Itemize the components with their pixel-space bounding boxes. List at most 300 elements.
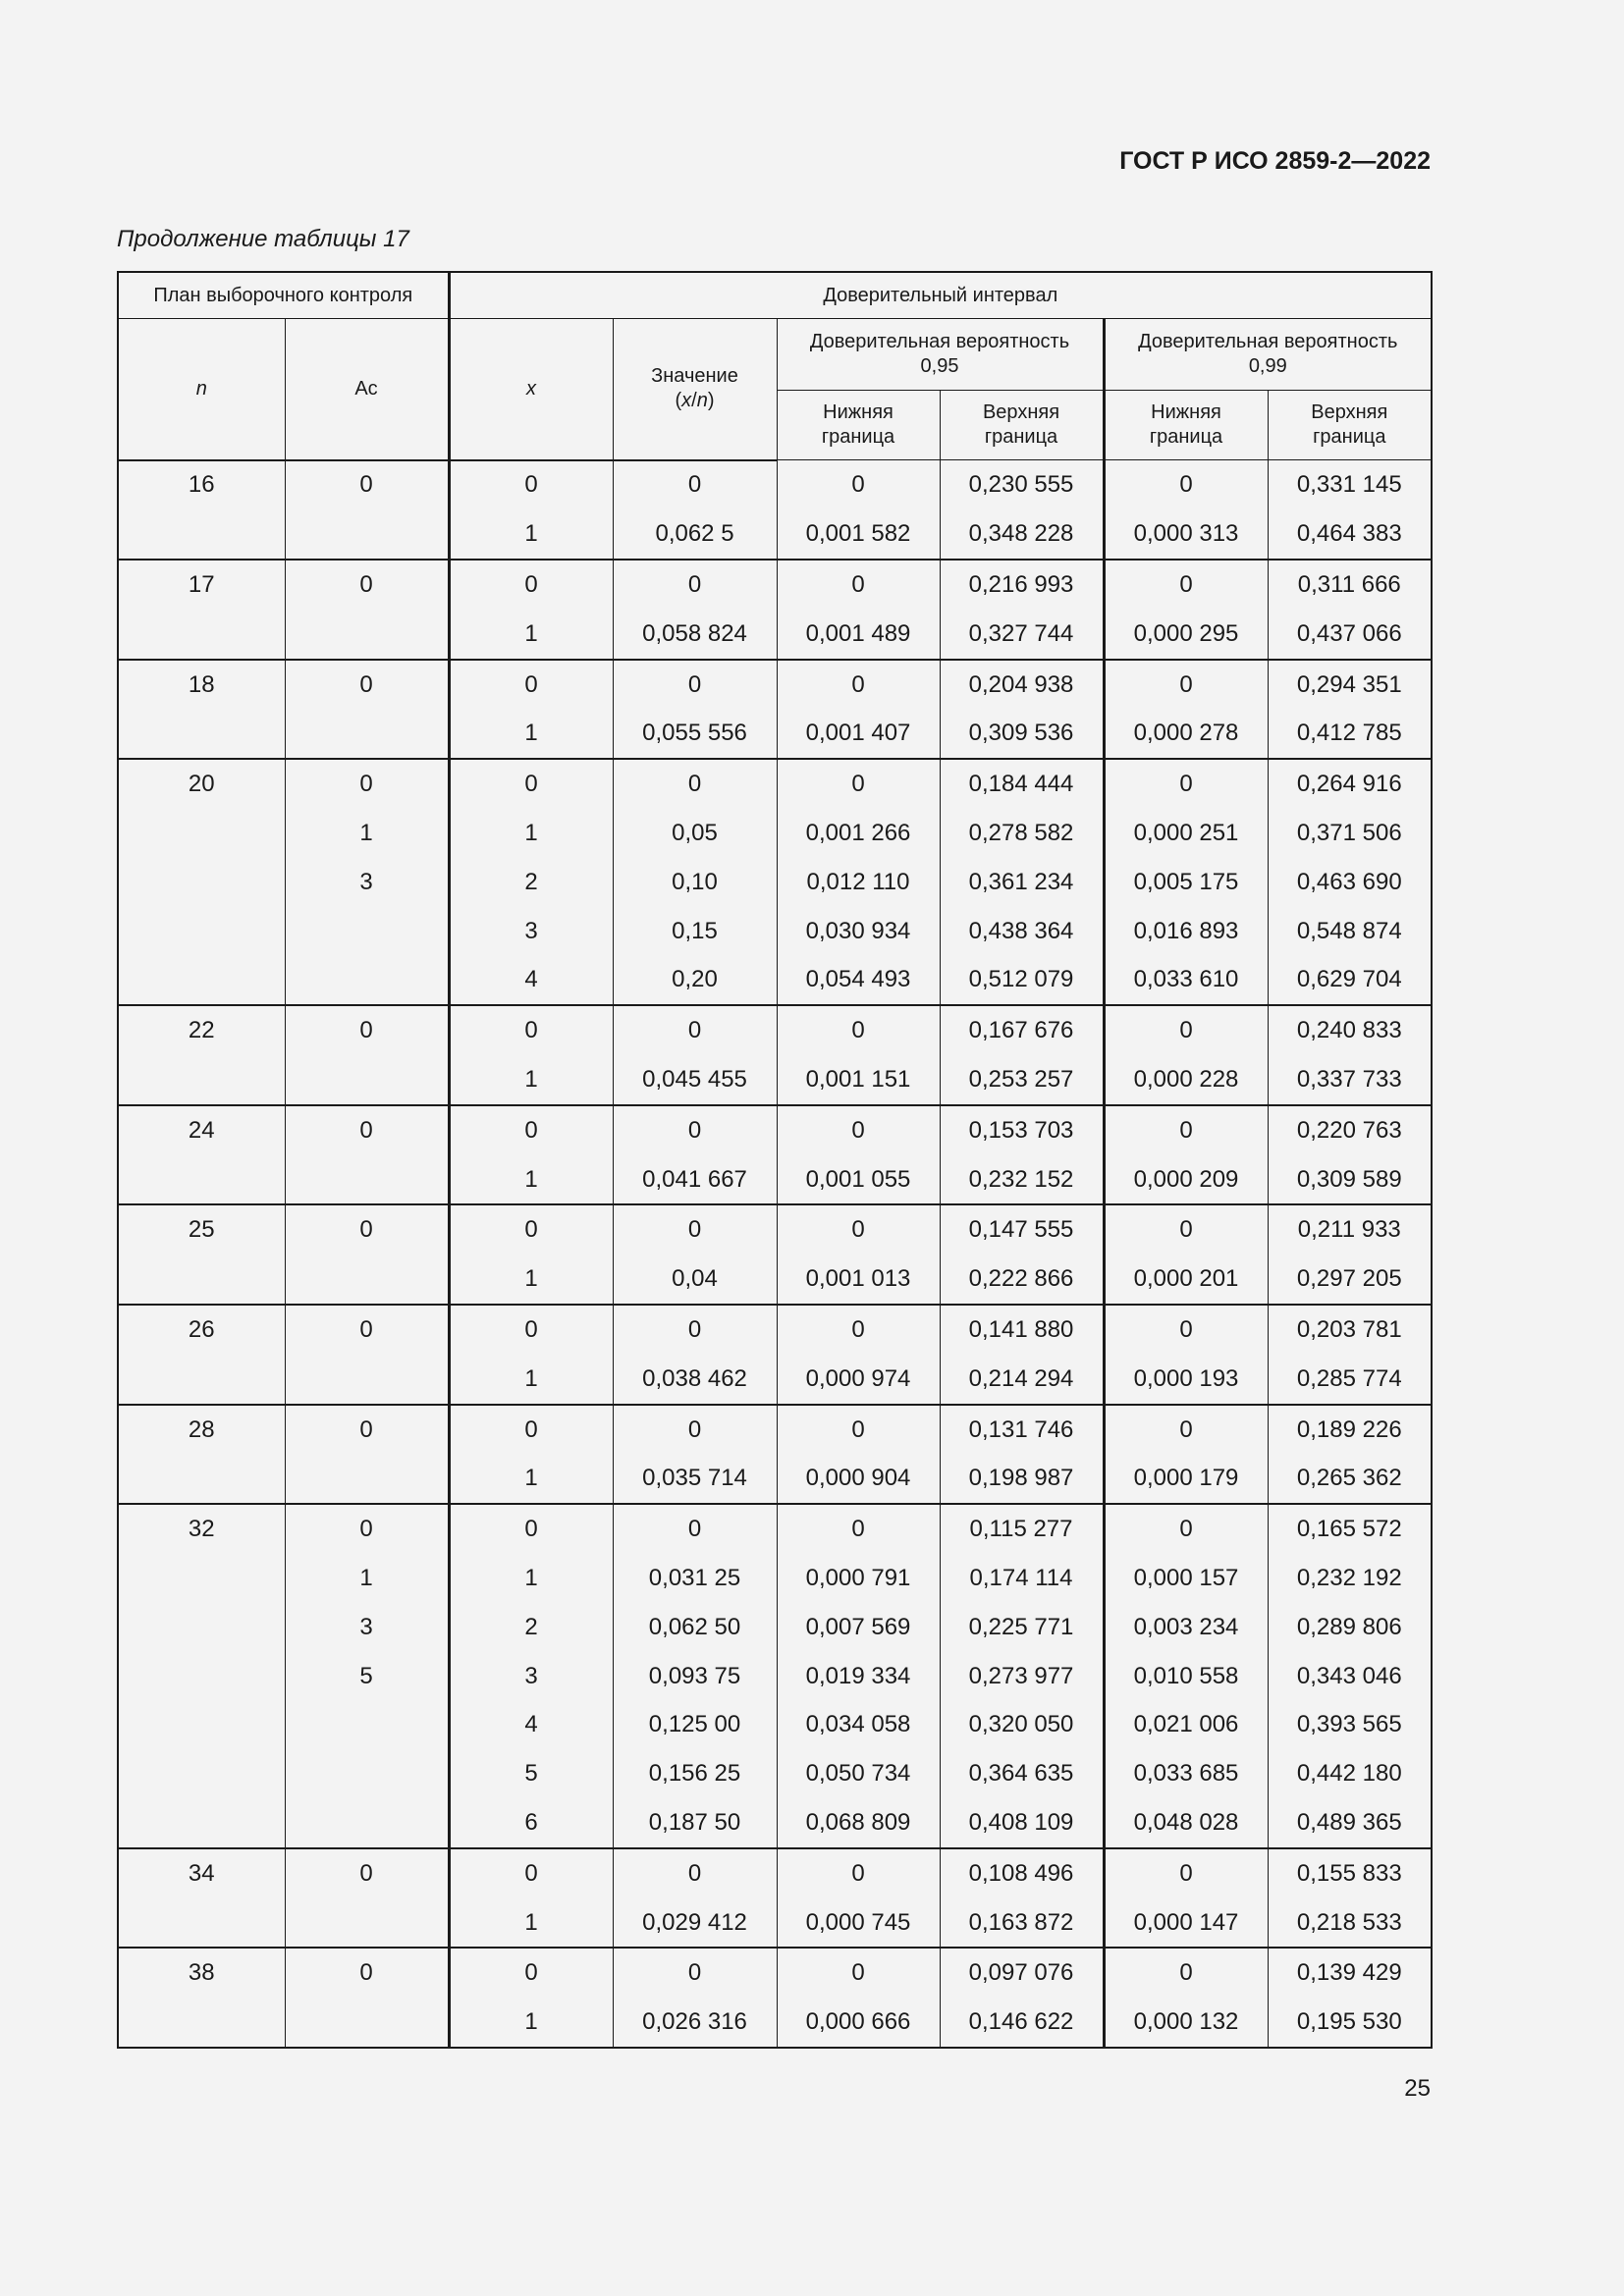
table-cell (285, 610, 449, 660)
table-cell: 0,294 351 (1268, 660, 1432, 710)
table-cell: 0,000 201 (1104, 1255, 1268, 1305)
table-cell: 0 (777, 1305, 940, 1355)
table-cell: 0 (449, 660, 613, 710)
table-cell: 4 (449, 955, 613, 1005)
table-cell: 0 (613, 1105, 777, 1155)
table-cell: 0 (1104, 1948, 1268, 1998)
table-cell: 0,000 147 (1104, 1898, 1268, 1949)
table-cell: 0,000 278 (1104, 709, 1268, 759)
table-cell (285, 1898, 449, 1949)
table-cell: 0,232 192 (1268, 1554, 1432, 1603)
table-cell: 3 (285, 858, 449, 907)
table-cell: 0,062 50 (613, 1603, 777, 1652)
table-cell: 0 (777, 1204, 940, 1255)
table-cell: 0 (1104, 660, 1268, 710)
table-cell: 0 (449, 1305, 613, 1355)
table-cell (285, 955, 449, 1005)
table-cell (118, 1554, 285, 1603)
table-cell: 3 (449, 907, 613, 956)
table-cell (118, 1652, 285, 1701)
table-cell (285, 1055, 449, 1105)
table-cell: 0,198 987 (940, 1454, 1104, 1504)
table-row (118, 610, 1432, 660)
table-row (118, 460, 1432, 510)
table-cell: 0 (285, 1405, 449, 1455)
header-x: x (449, 319, 613, 460)
table-cell: 24 (118, 1105, 285, 1155)
table-cell: 0,167 676 (940, 1005, 1104, 1055)
table-cell: 0,005 175 (1104, 858, 1268, 907)
table-cell: 0 (285, 1948, 449, 1998)
table-cell (118, 1355, 285, 1405)
table-row (118, 1749, 1432, 1798)
table-cell: 1 (449, 509, 613, 560)
table-cell: 0 (613, 1948, 777, 1998)
table-cell: 0 (449, 1204, 613, 1255)
table-cell (285, 509, 449, 560)
table-cell: 0 (1104, 1105, 1268, 1155)
table-cell: 0,000 745 (777, 1898, 940, 1949)
table-cell: 0,000 313 (1104, 509, 1268, 560)
table-cell: 0,278 582 (940, 809, 1104, 858)
table-cell: 0,195 530 (1268, 1998, 1432, 2048)
table-cell: 0,348 228 (940, 509, 1104, 560)
table-cell: 0 (285, 660, 449, 710)
table-cell: 0,030 934 (777, 907, 940, 956)
table-cell: 1 (285, 809, 449, 858)
table-cell: 0,156 25 (613, 1749, 777, 1798)
table-cell: 0,038 462 (613, 1355, 777, 1405)
table-cell: 0,045 455 (613, 1055, 777, 1105)
table-cell (118, 1255, 285, 1305)
table-cell (285, 709, 449, 759)
table-row (118, 1554, 1432, 1603)
table-cell (285, 1749, 449, 1798)
table-cell: 38 (118, 1948, 285, 1998)
table-cell: 16 (118, 460, 285, 510)
table-cell: 0,093 75 (613, 1652, 777, 1701)
table-row (118, 1055, 1432, 1105)
table-cell: 0,058 824 (613, 610, 777, 660)
table-cell: 0,041 667 (613, 1155, 777, 1205)
table-cell: 22 (118, 1005, 285, 1055)
table-cell: 0,012 110 (777, 858, 940, 907)
table-cell: 0,464 383 (1268, 509, 1432, 560)
table-cell: 0 (777, 1848, 940, 1898)
table-cell: 0,20 (613, 955, 777, 1005)
table-cell: 0,05 (613, 809, 777, 858)
header-probability-95: Доверительная вероятность 0,95 (777, 319, 1104, 391)
table-row (118, 1305, 1432, 1355)
table-row (118, 509, 1432, 560)
table-cell: 0 (449, 560, 613, 610)
table-cell (118, 509, 285, 560)
table-cell: 0,153 703 (940, 1105, 1104, 1155)
table-cell: 1 (449, 1255, 613, 1305)
table-cell: 0,108 496 (940, 1848, 1104, 1898)
table-cell: 0,232 152 (940, 1155, 1104, 1205)
table-cell: 6 (449, 1798, 613, 1848)
header-n: n (118, 319, 285, 460)
table-cell: 0,026 316 (613, 1998, 777, 2048)
table-cell: 0,054 493 (777, 955, 940, 1005)
table-row (118, 1355, 1432, 1405)
table-row (118, 1700, 1432, 1749)
table-cell: 0 (449, 460, 613, 510)
table-row (118, 1848, 1432, 1898)
table-cell: 0 (613, 460, 777, 510)
table-cell (118, 1454, 285, 1504)
table-cell: 0,131 746 (940, 1405, 1104, 1455)
header-sampling-plan: План выборочного контроля (118, 272, 449, 319)
table-cell: 0 (777, 660, 940, 710)
table-cell: 5 (449, 1749, 613, 1798)
table-cell: 0,033 610 (1104, 955, 1268, 1005)
table-cell: 0,034 058 (777, 1700, 940, 1749)
table-cell: 0,285 774 (1268, 1355, 1432, 1405)
header-upper-95: Верхняя граница (940, 391, 1104, 460)
table-cell: 0,331 145 (1268, 460, 1432, 510)
table-cell: 0,147 555 (940, 1204, 1104, 1255)
table-cell: 1 (449, 1355, 613, 1405)
table-row (118, 1998, 1432, 2048)
table-cell: 18 (118, 660, 285, 710)
table-cell: 0,139 429 (1268, 1948, 1432, 1998)
table-cell: 26 (118, 1305, 285, 1355)
table-cell: 0,214 294 (940, 1355, 1104, 1405)
header-lower-95: Нижняя граница (777, 391, 940, 460)
header-confidence-interval: Доверительный интервал (449, 272, 1432, 319)
table-cell: 0,000 251 (1104, 809, 1268, 858)
header-ac: Ac (285, 319, 449, 460)
table-cell: 0,289 806 (1268, 1603, 1432, 1652)
table-cell (285, 1355, 449, 1405)
table-cell: 0,000 209 (1104, 1155, 1268, 1205)
table-cell: 0 (285, 1305, 449, 1355)
table-cell: 0 (1104, 1504, 1268, 1554)
table-cell: 0,029 412 (613, 1898, 777, 1949)
table-cell: 0,000 179 (1104, 1454, 1268, 1504)
table-row (118, 759, 1432, 809)
table-cell: 0,115 277 (940, 1504, 1104, 1554)
table-cell: 0 (777, 1948, 940, 1998)
table-cell: 0,371 506 (1268, 809, 1432, 858)
table-cell: 34 (118, 1848, 285, 1898)
table-cell: 0,187 50 (613, 1798, 777, 1848)
table-cell: 1 (449, 1454, 613, 1504)
table-cell: 0 (449, 1848, 613, 1898)
table-cell: 0,629 704 (1268, 955, 1432, 1005)
table-row (118, 660, 1432, 710)
header-value-label: Значение (651, 365, 738, 388)
table-cell: 0,297 205 (1268, 1255, 1432, 1305)
table-cell: 0 (285, 1005, 449, 1055)
table-cell: 0 (1104, 1204, 1268, 1255)
table-cell: 0,393 565 (1268, 1700, 1432, 1749)
table-cell: 0,442 180 (1268, 1749, 1432, 1798)
table-cell: 0 (613, 660, 777, 710)
table-cell (118, 1055, 285, 1105)
table-cell: 1 (449, 1554, 613, 1603)
table-cell: 0,253 257 (940, 1055, 1104, 1105)
table-cell: 0 (285, 1204, 449, 1255)
table-cell: 0 (613, 1005, 777, 1055)
table-row (118, 955, 1432, 1005)
table-cell: 0,000 904 (777, 1454, 940, 1504)
table-cell: 1 (449, 1998, 613, 2048)
table-cell (118, 907, 285, 956)
table-cell: 0,000 228 (1104, 1055, 1268, 1105)
table-cell (285, 907, 449, 956)
table-cell: 0,343 046 (1268, 1652, 1432, 1701)
table-cell: 0,019 334 (777, 1652, 940, 1701)
table-caption: Продолжение таблицы 17 (117, 226, 409, 252)
table-cell: 0,174 114 (940, 1554, 1104, 1603)
table-cell: 0,225 771 (940, 1603, 1104, 1652)
table-cell: 0,218 533 (1268, 1898, 1432, 1949)
table-cell: 1 (449, 809, 613, 858)
table-cell (118, 1898, 285, 1949)
table-cell: 3 (285, 1603, 449, 1652)
table-cell: 0 (1104, 1305, 1268, 1355)
table-cell: 0,003 234 (1104, 1603, 1268, 1652)
table-cell: 0,184 444 (940, 759, 1104, 809)
table-cell: 1 (449, 1898, 613, 1949)
table-cell: 0,000 791 (777, 1554, 940, 1603)
table-cell (118, 858, 285, 907)
table-cell: 0,309 589 (1268, 1155, 1432, 1205)
table-cell (118, 1798, 285, 1848)
table-cell: 17 (118, 560, 285, 610)
table-cell: 0,000 666 (777, 1998, 940, 2048)
table-row (118, 1603, 1432, 1652)
table-cell: 0,489 365 (1268, 1798, 1432, 1848)
table-cell (118, 955, 285, 1005)
header-lower-99: Нижняя граница (1104, 391, 1268, 460)
table-cell (118, 1700, 285, 1749)
table-row (118, 1105, 1432, 1155)
table-cell (285, 1155, 449, 1205)
table-row (118, 560, 1432, 610)
table-cell: 0 (449, 1504, 613, 1554)
table-row (118, 1948, 1432, 1998)
table-row (118, 1798, 1432, 1848)
table-cell: 32 (118, 1504, 285, 1554)
table-cell: 1 (449, 1155, 613, 1205)
table-cell: 0,001 407 (777, 709, 940, 759)
table-cell: 0,220 763 (1268, 1105, 1432, 1155)
table-cell: 0,240 833 (1268, 1005, 1432, 1055)
table-cell: 2 (449, 1603, 613, 1652)
table-cell: 0,048 028 (1104, 1798, 1268, 1848)
table-cell: 0,412 785 (1268, 709, 1432, 759)
table-cell (285, 1700, 449, 1749)
table-cell: 0,000 295 (1104, 610, 1268, 660)
table-row (118, 858, 1432, 907)
table-cell: 0 (449, 1405, 613, 1455)
table-cell: 0,000 193 (1104, 1355, 1268, 1405)
table-cell: 0,001 582 (777, 509, 940, 560)
table-cell: 0,311 666 (1268, 560, 1432, 610)
table-cell: 0,273 977 (940, 1652, 1104, 1701)
table-cell: 0 (285, 1504, 449, 1554)
table-row (118, 709, 1432, 759)
table-row (118, 1898, 1432, 1949)
table-cell: 0,033 685 (1104, 1749, 1268, 1798)
table-cell: 0,165 572 (1268, 1504, 1432, 1554)
table-cell: 0,001 013 (777, 1255, 940, 1305)
table-cell: 0 (285, 560, 449, 610)
table-cell: 3 (449, 1652, 613, 1701)
table-cell: 0 (1104, 1005, 1268, 1055)
table-cell: 0,016 893 (1104, 907, 1268, 956)
table-cell (118, 709, 285, 759)
table-cell: 0 (777, 1405, 940, 1455)
table-cell: 0,097 076 (940, 1948, 1104, 1998)
table-cell: 0,050 734 (777, 1749, 940, 1798)
table-cell: 0,021 006 (1104, 1700, 1268, 1749)
table-cell: 0,010 558 (1104, 1652, 1268, 1701)
table-cell: 28 (118, 1405, 285, 1455)
table-cell: 0,146 622 (940, 1998, 1104, 2048)
table-cell: 0,216 993 (940, 560, 1104, 610)
table-cell: 0 (285, 1105, 449, 1155)
table-cell: 5 (285, 1652, 449, 1701)
table-cell: 0 (1104, 1405, 1268, 1455)
table-cell: 0 (613, 1405, 777, 1455)
table-cell: 0,155 833 (1268, 1848, 1432, 1898)
table-cell: 0,035 714 (613, 1454, 777, 1504)
table-cell: 0 (1104, 460, 1268, 510)
table-cell: 0,000 132 (1104, 1998, 1268, 2048)
table-row (118, 1255, 1432, 1305)
table-cell: 0,031 25 (613, 1554, 777, 1603)
table-cell: 2 (449, 858, 613, 907)
table-cell: 0 (285, 460, 449, 510)
table-cell: 0 (613, 560, 777, 610)
table-cell: 0,337 733 (1268, 1055, 1432, 1105)
table-cell (285, 1998, 449, 2048)
table-cell: 0,001 266 (777, 809, 940, 858)
document-code: ГОСТ Р ИСО 2859-2—2022 (1119, 147, 1431, 175)
table-cell: 0,222 866 (940, 1255, 1104, 1305)
table-cell: 0 (777, 1005, 940, 1055)
table-cell: 0,055 556 (613, 709, 777, 759)
table-cell (118, 1603, 285, 1652)
table-cell: 0,062 5 (613, 509, 777, 560)
table-cell: 0,408 109 (940, 1798, 1104, 1848)
table-cell: 0,320 050 (940, 1700, 1104, 1749)
confidence-interval-table (117, 271, 1433, 2049)
table-cell: 0,10 (613, 858, 777, 907)
table-row (118, 1652, 1432, 1701)
table-cell: 0 (777, 1105, 940, 1155)
table-body (118, 460, 1432, 2049)
table-cell: 0 (449, 1005, 613, 1055)
table-cell: 0 (285, 759, 449, 809)
table-cell: 0,001 151 (777, 1055, 940, 1105)
table-cell: 0 (449, 1105, 613, 1155)
header-value (613, 319, 777, 460)
table-cell: 0 (1104, 1848, 1268, 1898)
table-cell (285, 1255, 449, 1305)
table-cell: 0,001 055 (777, 1155, 940, 1205)
table-row (118, 1454, 1432, 1504)
table-cell: 0,068 809 (777, 1798, 940, 1848)
table-cell: 0,04 (613, 1255, 777, 1305)
table-cell: 1 (449, 1055, 613, 1105)
table-cell: 0,437 066 (1268, 610, 1432, 660)
table-cell: 25 (118, 1204, 285, 1255)
table-cell: 0,189 226 (1268, 1405, 1432, 1455)
table-cell: 0,364 635 (940, 1749, 1104, 1798)
table-cell: 0,438 364 (940, 907, 1104, 956)
table-cell: 0,15 (613, 907, 777, 956)
table-cell: 0,125 00 (613, 1700, 777, 1749)
table-row (118, 1155, 1432, 1205)
header-probability-99: Доверительная вероятность 0,99 (1104, 319, 1432, 391)
table-cell: 0 (1104, 560, 1268, 610)
table-cell: 0 (777, 759, 940, 809)
table-cell: 4 (449, 1700, 613, 1749)
table-cell (118, 1749, 285, 1798)
table-cell: 0,265 362 (1268, 1454, 1432, 1504)
table-cell: 1 (449, 709, 613, 759)
table-cell: 0,204 938 (940, 660, 1104, 710)
table-cell: 0 (777, 460, 940, 510)
table-cell (118, 809, 285, 858)
table-row (118, 907, 1432, 956)
header-value-formula: (x/n) (675, 390, 715, 412)
table-cell: 0 (777, 1504, 940, 1554)
table-cell (285, 1798, 449, 1848)
table-row (118, 1504, 1432, 1554)
table-cell: 0,211 933 (1268, 1204, 1432, 1255)
table-cell: 0,548 874 (1268, 907, 1432, 956)
table-cell: 0,264 916 (1268, 759, 1432, 809)
table-cell: 0,203 781 (1268, 1305, 1432, 1355)
table-row (118, 1204, 1432, 1255)
table-cell: 0,309 536 (940, 709, 1104, 759)
table-cell: 0,001 489 (777, 610, 940, 660)
table-cell: 0 (285, 1848, 449, 1898)
table-cell: 0,141 880 (940, 1305, 1104, 1355)
page-number: 25 (1404, 2075, 1431, 2102)
table-cell: 1 (285, 1554, 449, 1603)
table-cell: 0,512 079 (940, 955, 1104, 1005)
table-cell (118, 1155, 285, 1205)
table-cell: 0,007 569 (777, 1603, 940, 1652)
table-cell: 0,230 555 (940, 460, 1104, 510)
table-cell: 0 (449, 759, 613, 809)
table-cell: 0 (777, 560, 940, 610)
table-row (118, 1405, 1432, 1455)
table-cell: 0 (613, 1504, 777, 1554)
table-cell: 0 (449, 1948, 613, 1998)
table-cell (285, 1454, 449, 1504)
table-cell: 0,000 157 (1104, 1554, 1268, 1603)
table-cell: 20 (118, 759, 285, 809)
table-cell: 0,463 690 (1268, 858, 1432, 907)
table-cell: 0,000 974 (777, 1355, 940, 1405)
table-cell: 1 (449, 610, 613, 660)
table-row (118, 1005, 1432, 1055)
table-cell: 0 (1104, 759, 1268, 809)
table-cell: 0,361 234 (940, 858, 1104, 907)
table-cell (118, 610, 285, 660)
table-cell: 0 (613, 1848, 777, 1898)
table-cell: 0,327 744 (940, 610, 1104, 660)
